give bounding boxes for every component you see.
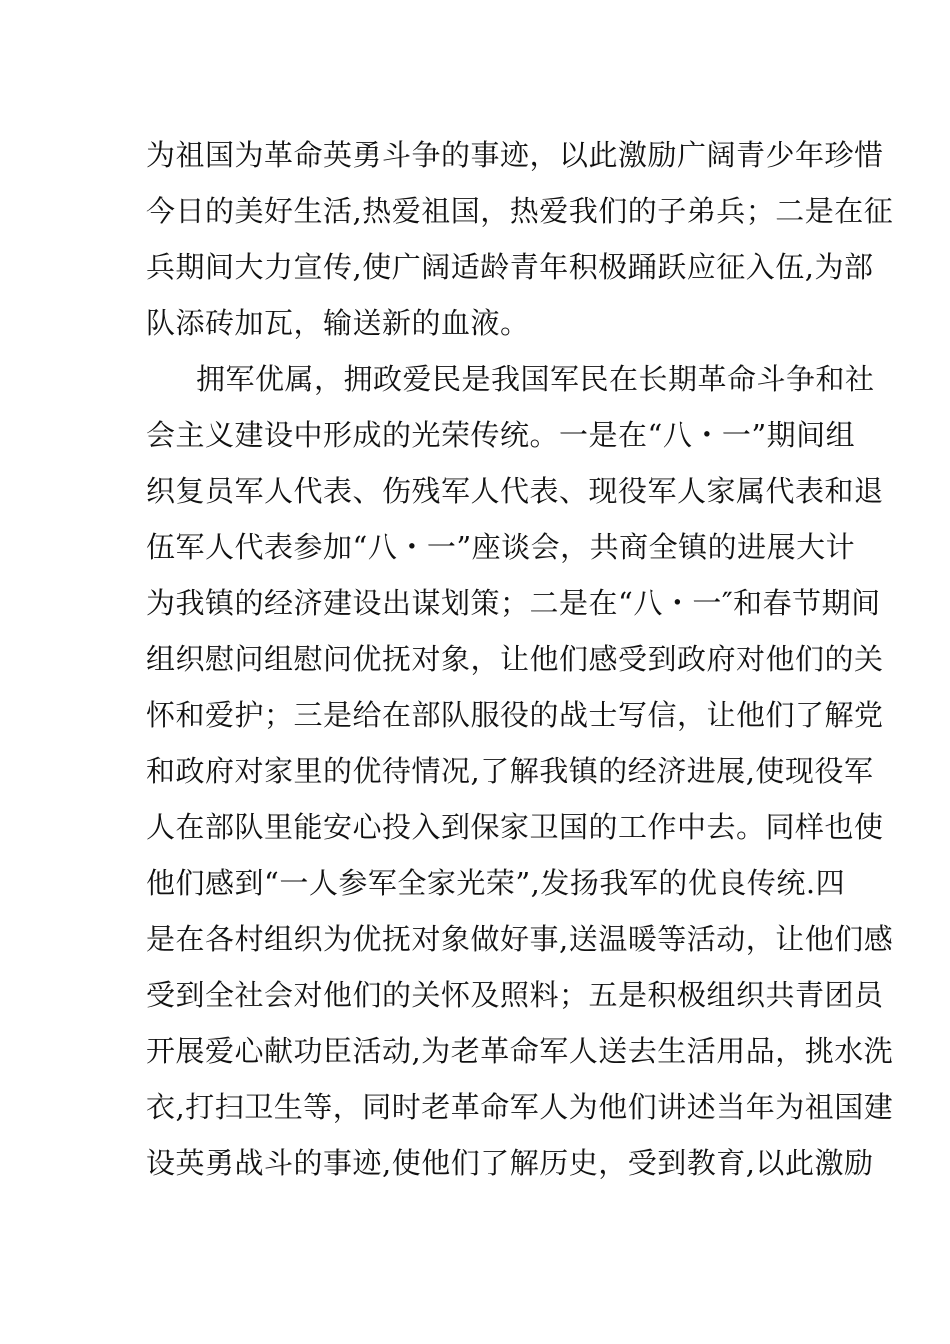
text-line: 是在各村组织为优抚对象做好事,送温暖等活动，让他们感 — [146, 922, 894, 956]
text-line: 衣,打扫卫生等，同时老革命军人为他们讲述当年为祖国建 — [146, 1090, 894, 1124]
text-line: 为祖国为革命英勇斗争的事迹，以此激励广阔青少年珍惜 — [146, 138, 884, 172]
text-line: 伍军人代表参加“八・一”座谈会，共商全镇的进展大计 — [146, 530, 856, 564]
text-line: 设英勇战斗的事迹,使他们了解历史，受到教育,以此激励 — [146, 1146, 874, 1180]
text-line: 今日的美好生活,热爱祖国，热爱我们的子弟兵；二是在征 — [146, 194, 894, 228]
text-line: 受到全社会对他们的关怀及照料；五是积极组织共青团员 — [146, 978, 884, 1012]
text-line: 组织慰问组慰问优抚对象，让他们感受到政府对他们的关 — [146, 642, 884, 676]
text-line: 开展爱心献功臣活动,为老革命军人送去生活用品，挑水洗 — [146, 1034, 894, 1068]
text-line: 和政府对家里的优待情况,了解我镇的经济进展,使现役军 — [146, 754, 874, 788]
text-line: 会主义建设中形成的光荣传统。一是在“八・一”期间组 — [146, 418, 856, 452]
text-line: 为我镇的经济建设出谋划策；二是在“八・一″和春节期间 — [146, 586, 881, 620]
text-line: 兵期间大力宣传,使广阔适龄青年积极踊跃应征入伍,为部 — [146, 250, 874, 284]
text-line: 织复员军人代表、伤残军人代表、现役军人家属代表和退 — [146, 474, 884, 508]
text-line: 怀和爱护；三是给在部队服役的战士写信，让他们了解党 — [146, 698, 884, 732]
text-line: 队添砖加瓦，输送新的血液。 — [146, 306, 530, 340]
text-line: 他们感到“一人参军全家光荣”,发扬我军的优良传统.四 — [146, 866, 846, 900]
text-line: 人在部队里能安心投入到保家卫国的工作中去。同样也使 — [146, 810, 884, 844]
paragraph-first-line: 拥军优属，拥政爱民是我国军民在长期革命斗争和社 — [196, 362, 875, 396]
